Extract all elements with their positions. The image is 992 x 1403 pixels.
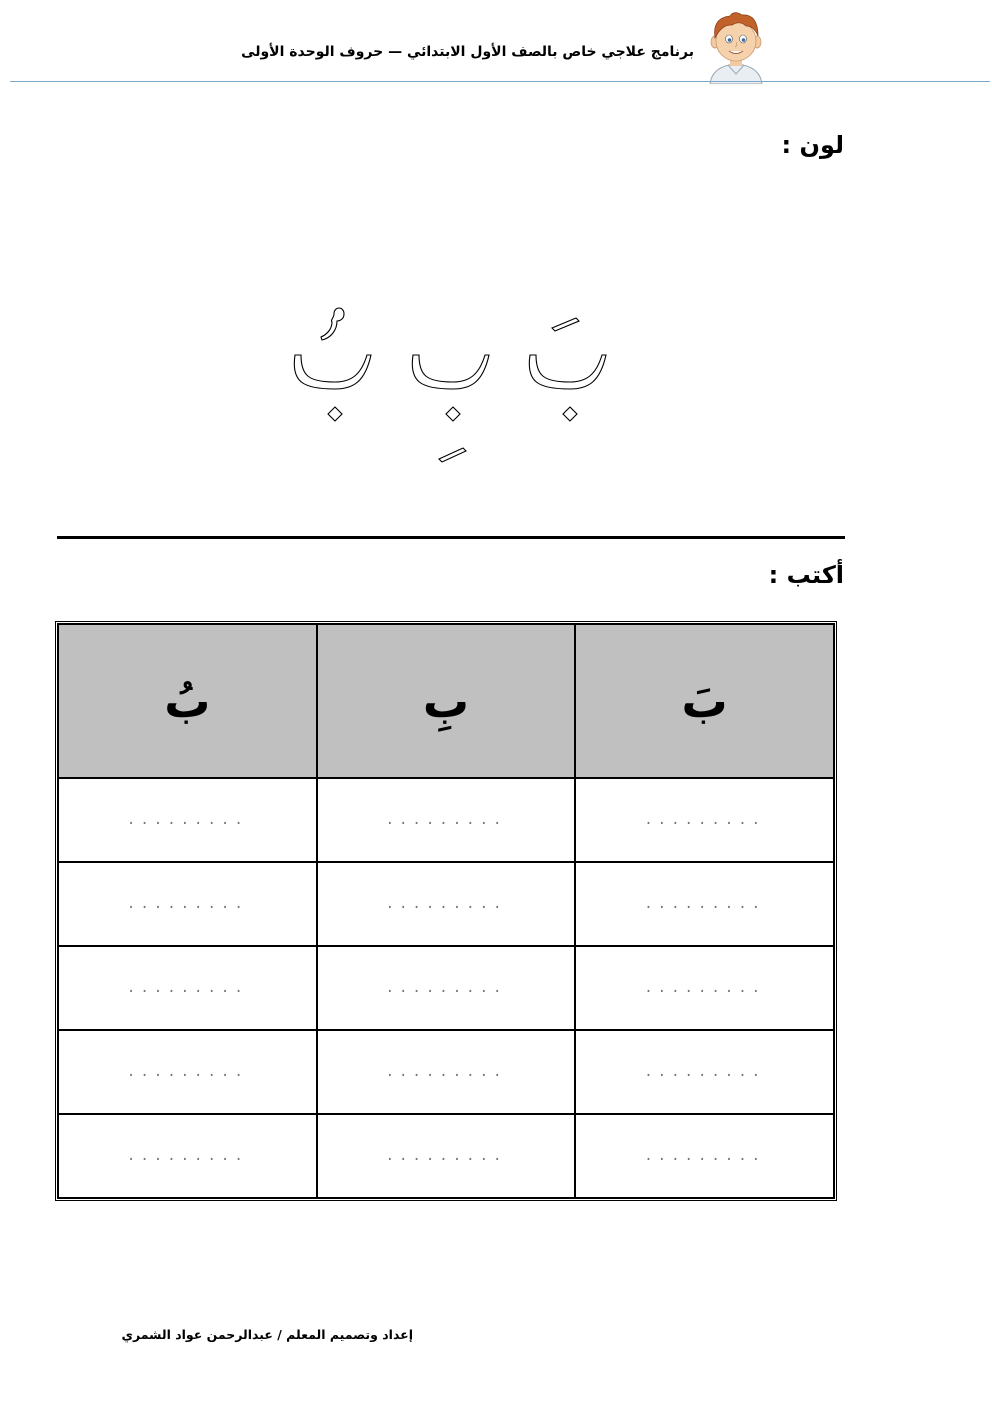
writing-line[interactable]: .........: [317, 778, 576, 862]
outline-letters-to-color: [250, 270, 650, 470]
boy-cartoon-icon: [700, 8, 772, 84]
writing-line[interactable]: .........: [58, 946, 317, 1030]
writing-line[interactable]: .........: [575, 946, 834, 1030]
table-row: [58, 778, 834, 862]
color-instruction-label: لون :: [781, 131, 844, 159]
writing-line[interactable]: .........: [575, 862, 834, 946]
writing-line[interactable]: .........: [317, 1114, 576, 1198]
table-header-cell: بَ: [575, 624, 834, 778]
section-divider: [57, 536, 845, 539]
writing-practice-table: [55, 621, 837, 1201]
writing-line[interactable]: .........: [58, 862, 317, 946]
header-title: برنامج علاجي خاص بالصف الأول الابتدائي — حروف الوحدة الأولى: [241, 44, 694, 60]
writing-line[interactable]: .........: [575, 1114, 834, 1198]
writing-line[interactable]: .........: [317, 946, 576, 1030]
table-row: [58, 862, 834, 946]
table-header-cell: بِ: [317, 624, 576, 778]
writing-line[interactable]: .........: [58, 1030, 317, 1114]
writing-line[interactable]: .........: [317, 1030, 576, 1114]
writing-line[interactable]: .........: [58, 778, 317, 862]
footer-credit: إعداد وتصميم المعلم / عبدالرحمن عواد الشمري: [121, 1327, 413, 1342]
writing-line[interactable]: .........: [575, 1030, 834, 1114]
table-row: [58, 1114, 834, 1198]
table-header-cell: بُ: [58, 624, 317, 778]
writing-line[interactable]: .........: [58, 1114, 317, 1198]
header-divider: [10, 81, 990, 82]
writing-line[interactable]: .........: [317, 862, 576, 946]
table-row: [58, 1030, 834, 1114]
writing-line[interactable]: .........: [575, 778, 834, 862]
table-row: [58, 946, 834, 1030]
write-instruction-label: أكتب :: [768, 561, 844, 589]
table-header-row: [58, 624, 834, 778]
